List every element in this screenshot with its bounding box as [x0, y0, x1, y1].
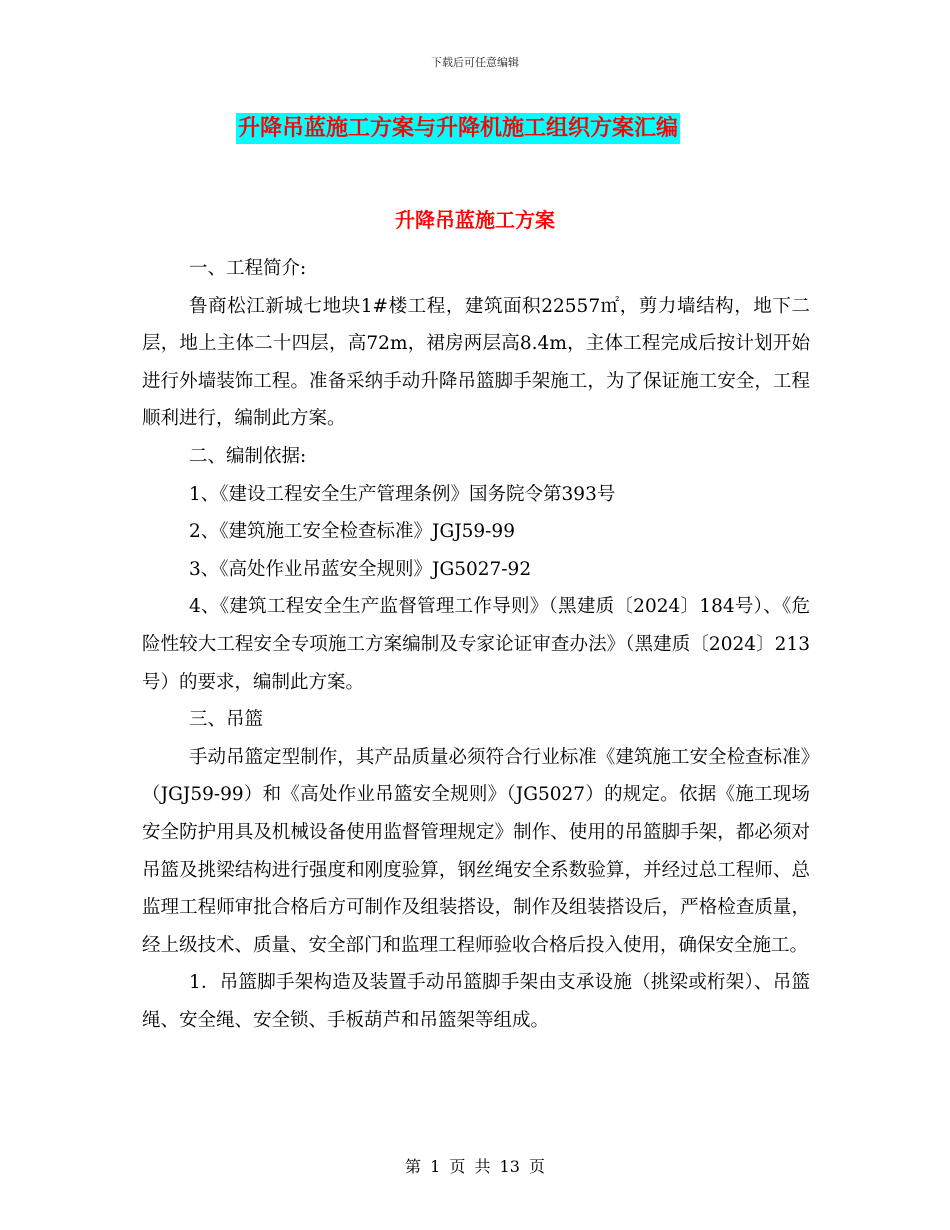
heading-gondola: 三、吊篮: [189, 709, 264, 731]
paragraph-gondola-structure: 1．吊篮脚手架构造及装置手动吊篮脚手架由支承设施（挑梁或桁架）、吊篮绳、安全绳、安全锁、手板葫芦和吊篮架等组成。: [142, 972, 810, 1031]
paragraph-gondola-requirements: 手动吊篮定型制作，其产品质量必须符合行业标准《建筑施工安全检查标准》（JGJ59-99）和《高处作业吊篮安全规则》（JG5027）的规定。依据《施工现场安全防护用具及机械设备使用监督管理规定》制作、使用的吊篮脚手架，都必须对吊篮及挑梁结构进行强度和刚度验算，钢丝绳安全系数验算，并经过总工程师、总监理工程师审批合格后方可制作及组装搭设，制作及组装搭设后，严格检查质量，经上级技术、质量、安全部门和监理工程师验收合格后投入使用，确保安全施工。: [142, 746, 810, 956]
heading-basis: 二、编制依据:: [189, 445, 307, 467]
list-item-basis-3: 3、《高处作业吊蓝安全规则》JG5027-92: [189, 558, 532, 580]
header-note: 下载后可任意编辑: [431, 56, 519, 69]
list-item-basis-2: 2、《建筑施工安全检查标准》JGJ59-99: [189, 521, 515, 543]
section-title: 升降吊蓝施工方案: [395, 208, 555, 232]
page-number: 第 1 页 共 13 页: [405, 1157, 545, 1176]
list-item-basis-4: 4、《建筑工程安全生产监督管理工作导则》（黑建质〔2024〕184号）、《危险性较大工程安全专项施工方案编制及专家论证审查办法》（黑建质〔2024〕213号）的要求，编制此方案。: [142, 596, 810, 693]
list-item-basis-1: 1、《建设工程安全生产管理条例》国务院令第393号: [189, 483, 616, 505]
paragraph-project-description: 鲁商松江新城七地块1#楼工程，建筑面积22557㎡，剪力墙结构，地下二层，地上主体二十四层，高72m，裙房两层高8.4m，主体工程完成后按计划开始进行外墙装饰工程。准备采纳手动升降吊篮脚手架施工，为了保证施工安全，工程顺利进行，编制此方案。: [142, 295, 810, 430]
document-body: [142, 250, 810, 1039]
document-title: 升降吊蓝施工方案与升降机施工组织方案汇编: [236, 113, 680, 144]
heading-project-overview: 一、工程简介:: [189, 258, 307, 279]
